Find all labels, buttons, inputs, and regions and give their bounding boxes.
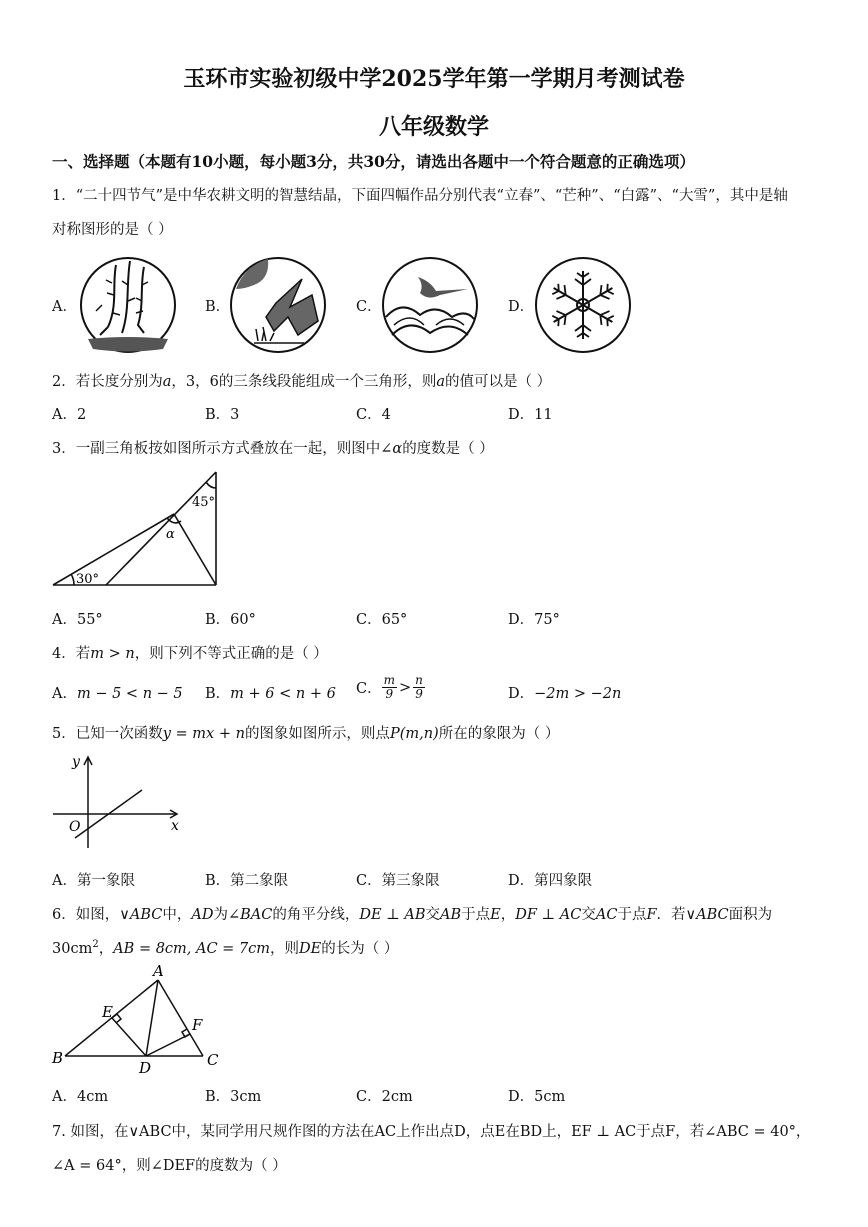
- q2-option-c[interactable]: C．4: [356, 407, 391, 423]
- q3-option-c[interactable]: C．65°: [356, 612, 408, 628]
- exam-title: 玉环市实验初级中学2025学年第一学期月考测试卷: [183, 66, 685, 92]
- bailu-image: [380, 255, 480, 355]
- q6-option-a[interactable]: A．4cm: [52, 1089, 109, 1105]
- q5-text: 5．已知一次函数y = mx + n的图象如图所示，则点P(m,n)所在的象限为（ ）: [52, 726, 560, 742]
- q5-label-o: O: [69, 819, 81, 835]
- q2-text: 2．若长度分别为a，3，6的三条线段能组成一个三角形，则a的值可以是（ ）: [52, 374, 552, 390]
- q1-text-line1: 1．“二十四节气”是中华农耕文明的智慧结晶，下面四幅作品分别代表“立春”、“芒种”、“白露”、“大雪”，其中是轴: [52, 188, 788, 204]
- q4-option-a[interactable]: A．m − 5 < n − 5: [52, 686, 183, 702]
- q6-option-b[interactable]: B．3cm: [205, 1089, 262, 1105]
- q1-option-b[interactable]: B．: [205, 299, 231, 315]
- q4-option-b[interactable]: B．m + 6 < n + 6: [205, 686, 336, 702]
- q5-option-b[interactable]: B．第二象限: [205, 873, 289, 889]
- q6-option-c[interactable]: C．2cm: [356, 1089, 413, 1105]
- q6-label-e: E: [102, 1003, 113, 1021]
- q6-label-b: B: [52, 1049, 64, 1067]
- q6-text-line2: $30cm^2$，AB = 8cm, AC = 7cm，则DE的长为（ ）: [52, 939, 399, 957]
- q6-label-d: D: [139, 1059, 152, 1077]
- daxue-snowflake-image: [533, 255, 633, 355]
- q6-label-a: A: [153, 962, 164, 980]
- q3-label-45: 45°: [192, 495, 216, 510]
- q5-label-y: y: [72, 754, 80, 770]
- section-heading: 一、选择题（本题有10小题，每小题3分，共30分，请选出各题中一个符合题意的正确选项）: [52, 152, 695, 171]
- q3-option-a[interactable]: A．55°: [52, 612, 103, 628]
- q1-option-c[interactable]: C．: [356, 299, 382, 315]
- q4-option-d[interactable]: D．−2m > −2n: [508, 686, 622, 702]
- q6-triangle-figure: [50, 962, 230, 1077]
- q7-text-line2: ∠A = 64°，则∠DEF的度数为（ ）: [52, 1158, 287, 1174]
- q2-option-b[interactable]: B．3: [205, 407, 240, 423]
- exam-subtitle: 八年级数学: [378, 114, 489, 140]
- q5-label-x: x: [171, 818, 179, 834]
- q7-text-line1: 7. 如图，在∨ABC中，某同学用尺规作图的方法在AC上作出点D，点E在BD上，EF ⊥ AC于点F，若∠ABC = 40°，: [52, 1124, 811, 1140]
- q6-option-d[interactable]: D．5cm: [508, 1089, 566, 1105]
- q3-option-b[interactable]: B．60°: [205, 612, 256, 628]
- q6-label-f: F: [192, 1016, 203, 1034]
- q2-option-a[interactable]: A．2: [52, 407, 87, 423]
- q4-option-c[interactable]: C． $\frac{m}{9}$ > $\frac{n}{9}$: [356, 673, 423, 701]
- q2-option-d[interactable]: D．11: [508, 407, 553, 423]
- q1-option-d[interactable]: D．: [508, 299, 535, 315]
- q6-text-line1: 6．如图，∨ABC中，AD为∠BAC的角平分线，DE ⊥ AB交AB于点E，DF ⊥ AC交AC于点F．若∨ABC面积为: [52, 907, 773, 923]
- q3-label-alpha: α: [166, 527, 175, 542]
- lichun-willow-image: [78, 255, 178, 355]
- q3-triangle-figure: [50, 468, 220, 590]
- q5-option-d[interactable]: D．第四象限: [508, 873, 593, 889]
- mangzhong-image: [228, 255, 328, 355]
- q1-text-line2: 对称图形的是（ ）: [52, 222, 173, 238]
- q4-text: 4．若m > n，则下列不等式正确的是（ ）: [52, 646, 328, 662]
- q5-option-a[interactable]: A．第一象限: [52, 873, 135, 889]
- q5-graph-figure: [50, 752, 185, 852]
- q5-option-c[interactable]: C．第三象限: [356, 873, 440, 889]
- q6-label-c: C: [207, 1051, 219, 1069]
- q1-option-a[interactable]: A．: [52, 299, 77, 315]
- q3-option-d[interactable]: D．75°: [508, 612, 560, 628]
- q3-text: 3．一副三角板按如图所示方式叠放在一起，则图中∠α的度数是（ ）: [52, 441, 494, 457]
- q3-label-30: 30°: [76, 572, 100, 587]
